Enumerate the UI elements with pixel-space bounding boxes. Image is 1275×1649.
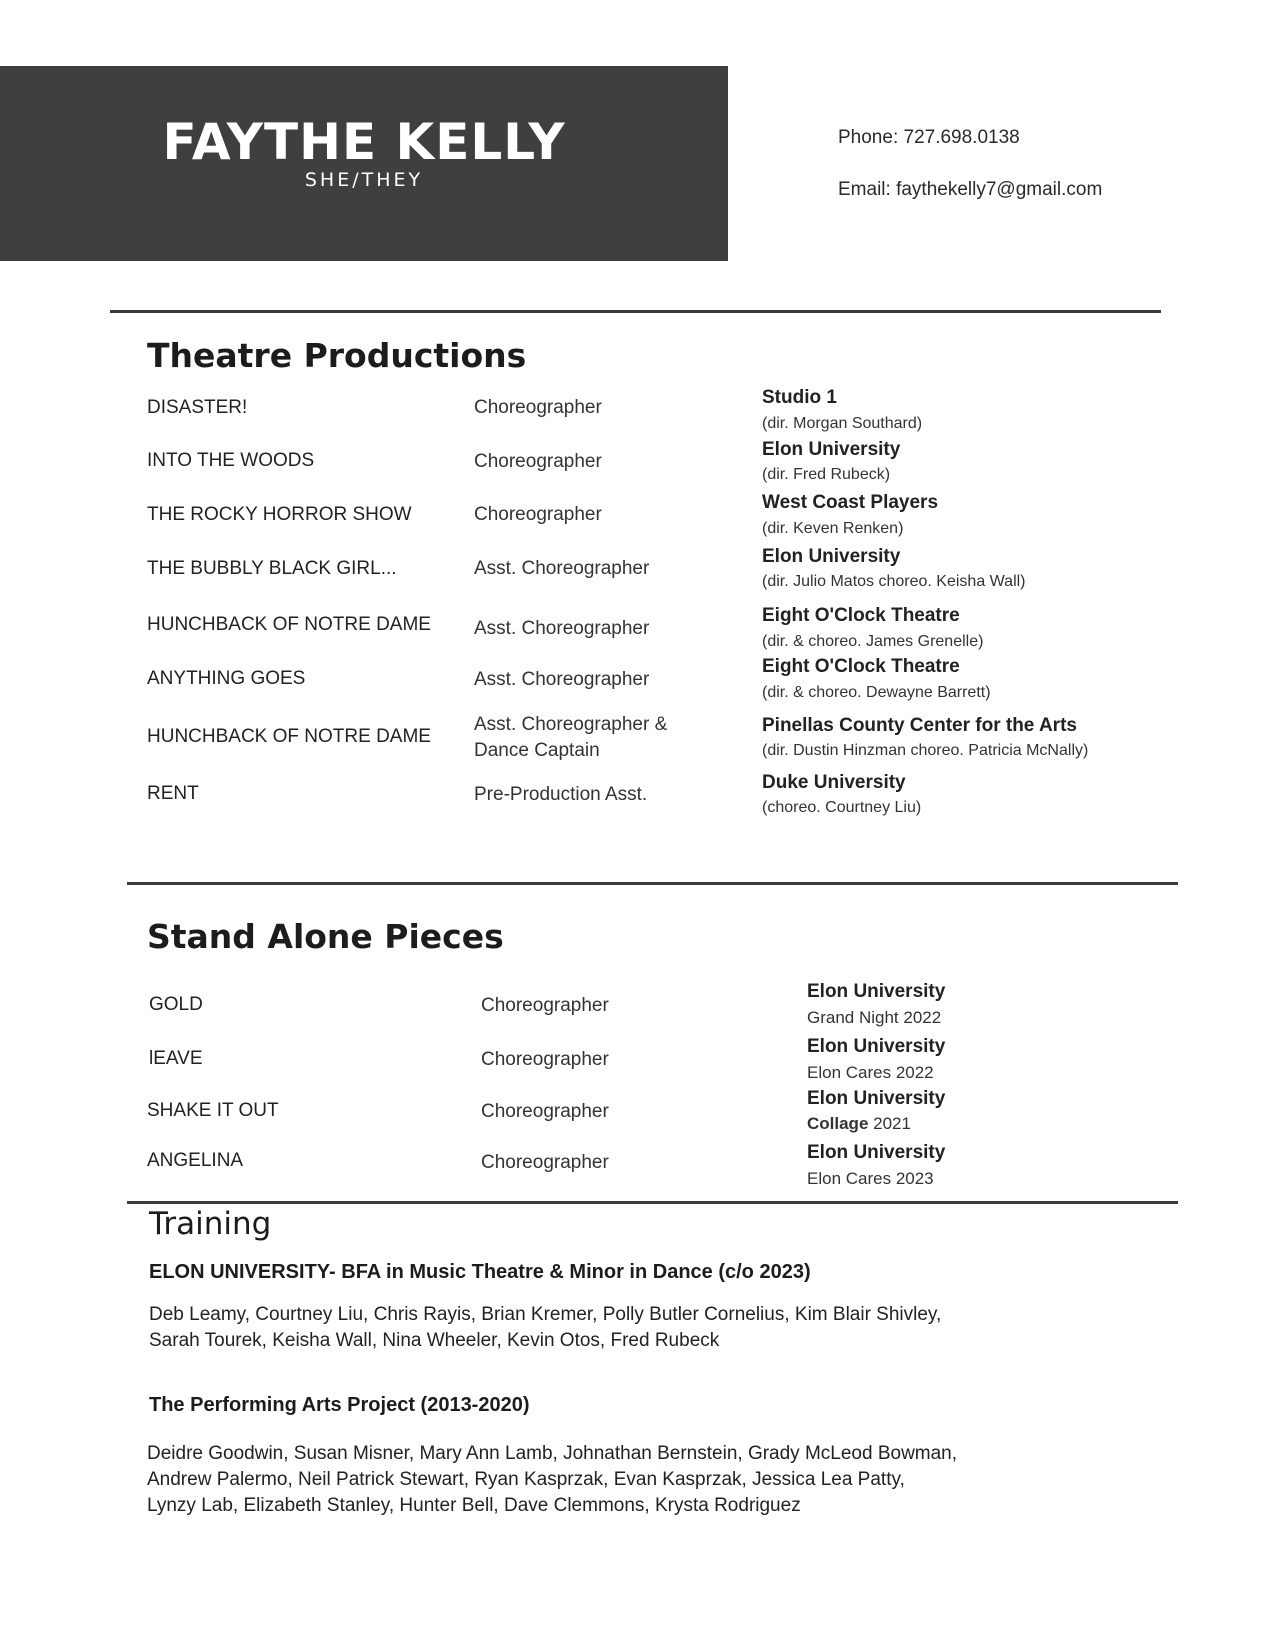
credit-text: (dir. & choreo. James Grenelle): [762, 633, 984, 650]
piece-title: lEAVE: [149, 1048, 203, 1069]
program-title: ELON UNIVERSITY- BFA in Music Theatre & Minor in Dance (c/o 2023): [149, 1261, 811, 1283]
show-title: INTO THE WOODS: [147, 450, 315, 471]
role-text: Asst. Choreographer &: [474, 714, 668, 735]
event-text: [807, 1114, 911, 1134]
event-text: Grand Night 2022: [807, 1008, 942, 1027]
credit-text: (choreo. Courtney Liu): [762, 799, 922, 816]
teacher-list-line: Andrew Palermo, Neil Patrick Stewart, Ryan Kasprzak, Evan Kasprzak, Jessica Lea Patty,: [147, 1469, 905, 1490]
venue-text: Elon University: [807, 1036, 946, 1057]
teacher-list-line: Lynzy Lab, Elizabeth Stanley, Hunter Bell, Dave Clemmons, Krysta Rodriguez: [147, 1495, 801, 1516]
show-title: HUNCHBACK OF NOTRE DAME: [147, 614, 431, 635]
section-title-theatre: Theatre Productions: [147, 336, 527, 375]
role-text: Asst. Choreographer: [474, 618, 650, 639]
piece-title: SHAKE IT OUT: [147, 1100, 279, 1121]
show-title: DISASTER!: [147, 397, 248, 418]
venue-text: West Coast Players: [762, 492, 939, 513]
role-text: Asst. Choreographer: [474, 558, 650, 579]
divider-top: [110, 310, 1161, 313]
role-text: Pre-Production Asst.: [474, 784, 648, 805]
section-title-stand-alone: Stand Alone Pieces: [147, 917, 504, 956]
show-title: ANYTHING GOES: [147, 668, 306, 689]
venue-text: Elon University: [807, 1142, 946, 1163]
divider-bottom: [127, 1201, 1178, 1204]
applicant-name: FAYTHE KELLY: [162, 113, 566, 171]
venue-text: Eight O'Clock Theatre: [762, 605, 960, 626]
venue-text: Elon University: [762, 546, 901, 567]
event-text: Elon Cares 2023: [807, 1169, 934, 1188]
role-text: Choreographer: [481, 1049, 609, 1070]
show-title: THE BUBBLY BLACK GIRL...: [147, 558, 397, 579]
event-year: 2021: [868, 1114, 911, 1133]
credit-text: (dir. Julio Matos choreo. Keisha Wall): [762, 573, 1026, 590]
venue-text: Duke University: [762, 772, 906, 793]
role-text: Choreographer: [474, 504, 602, 525]
piece-title: GOLD: [149, 994, 203, 1015]
event-text: Elon Cares 2022: [807, 1063, 934, 1082]
pronouns: SHE/THEY: [304, 169, 424, 191]
role-text: Choreographer: [474, 451, 602, 472]
venue-text: Elon University: [807, 981, 946, 1002]
role-text-line2: Dance Captain: [474, 740, 600, 761]
credit-text: (dir. Morgan Southard): [762, 415, 923, 432]
venue-text: Elon University: [807, 1088, 946, 1109]
role-text: Choreographer: [481, 995, 609, 1016]
event-name-bold: Collage: [807, 1114, 869, 1133]
teacher-list-line: Sarah Tourek, Keisha Wall, Nina Wheeler, Kevin Otos, Fred Rubeck: [149, 1330, 720, 1351]
phone-text: Phone: 727.698.0138: [838, 127, 1020, 148]
venue-text: Pinellas County Center for the Arts: [762, 715, 1077, 736]
venue-text: Studio 1: [762, 387, 837, 408]
email-text: Email: faythekelly7@gmail.com: [838, 179, 1103, 200]
show-title: THE ROCKY HORROR SHOW: [147, 504, 412, 525]
show-title: RENT: [147, 783, 199, 804]
teacher-list-line: Deidre Goodwin, Susan Misner, Mary Ann Lamb, Johnathan Bernstein, Grady McLeod Bowman,: [147, 1443, 958, 1464]
role-text: Asst. Choreographer: [474, 669, 650, 690]
venue-text: Elon University: [762, 439, 901, 460]
role-text: Choreographer: [474, 397, 602, 418]
credit-text: (dir. Fred Rubeck): [762, 466, 891, 483]
piece-title: ANGELINA: [147, 1150, 244, 1171]
divider-middle: [127, 882, 1178, 885]
teacher-list-line: Deb Leamy, Courtney Liu, Chris Rayis, Brian Kremer, Polly Butler Cornelius, Kim Blair Shivley,: [149, 1304, 942, 1325]
credit-text: (dir. Keven Renken): [762, 520, 904, 537]
program-title: The Performing Arts Project (2013-2020): [149, 1394, 530, 1416]
role-text: Choreographer: [481, 1101, 609, 1122]
section-title-training: Training: [149, 1206, 272, 1242]
show-title: HUNCHBACK OF NOTRE DAME: [147, 726, 431, 747]
credit-text: (dir. Dustin Hinzman choreo. Patricia McNally): [762, 742, 1089, 759]
venue-text: Eight O'Clock Theatre: [762, 656, 960, 677]
credit-text: (dir. & choreo. Dewayne Barrett): [762, 684, 991, 701]
role-text: Choreographer: [481, 1152, 609, 1173]
